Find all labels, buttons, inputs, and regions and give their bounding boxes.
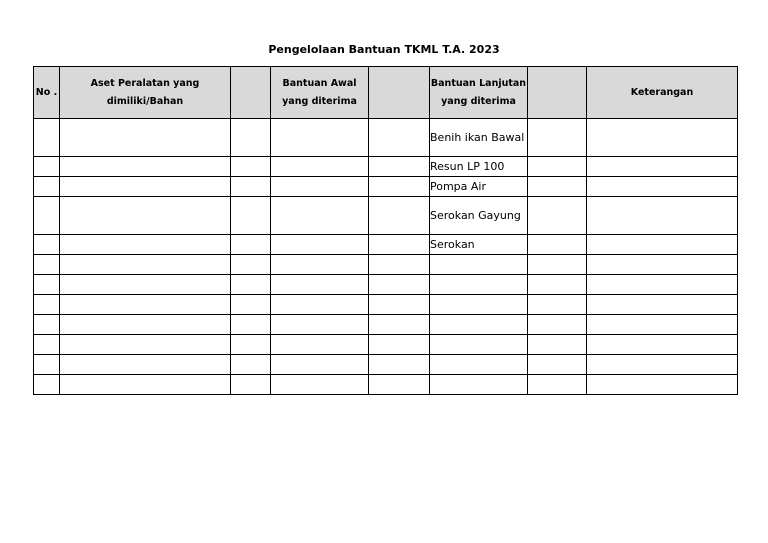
table-cell bbox=[271, 315, 369, 335]
table-cell bbox=[34, 157, 60, 177]
table-row bbox=[34, 157, 738, 177]
bantuan-lanjutan-cell bbox=[430, 315, 528, 335]
table-cell bbox=[271, 177, 369, 197]
table-header-row bbox=[34, 67, 738, 119]
table-cell bbox=[369, 275, 430, 295]
bantuan-lanjutan-cell: Benih ikan Bawal bbox=[430, 119, 528, 157]
table-cell bbox=[231, 177, 271, 197]
table-row bbox=[34, 295, 738, 315]
table-cell bbox=[34, 295, 60, 315]
bantuan-lanjutan-cell: Serokan Gayung bbox=[430, 197, 528, 235]
table-cell bbox=[231, 275, 271, 295]
table-cell bbox=[528, 197, 587, 235]
table-cell bbox=[271, 335, 369, 355]
table-cell bbox=[271, 235, 369, 255]
table-cell bbox=[587, 255, 738, 275]
bantuan-lanjutan-cell: Serokan bbox=[430, 235, 528, 255]
header-keterangan: Keterangan bbox=[587, 67, 738, 119]
table-cell bbox=[528, 355, 587, 375]
table-cell bbox=[587, 295, 738, 315]
table-cell bbox=[231, 355, 271, 375]
table-cell bbox=[528, 157, 587, 177]
table-cell bbox=[587, 275, 738, 295]
table-cell bbox=[528, 235, 587, 255]
table-cell bbox=[231, 295, 271, 315]
table-cell bbox=[369, 295, 430, 315]
table-cell bbox=[528, 177, 587, 197]
table-cell bbox=[528, 295, 587, 315]
document-title: Pengelolaan Bantuan TKML T.A. 2023 bbox=[268, 43, 500, 56]
bantuan-lanjutan-cell bbox=[430, 275, 528, 295]
table-row bbox=[34, 255, 738, 275]
table-cell bbox=[34, 315, 60, 335]
table-cell bbox=[369, 375, 430, 395]
table-cell bbox=[587, 235, 738, 255]
bantuan-lanjutan-cell: Pompa Air bbox=[430, 177, 528, 197]
table-cell bbox=[34, 235, 60, 255]
table-row bbox=[34, 375, 738, 395]
table-cell bbox=[369, 255, 430, 275]
table-cell bbox=[231, 255, 271, 275]
table-row bbox=[34, 275, 738, 295]
table-cell bbox=[271, 119, 369, 157]
table-row bbox=[34, 355, 738, 375]
table-cell bbox=[34, 335, 60, 355]
table-cell bbox=[271, 255, 369, 275]
table-cell bbox=[528, 275, 587, 295]
table-cell bbox=[60, 119, 231, 157]
table-cell bbox=[587, 355, 738, 375]
table-cell bbox=[369, 177, 430, 197]
bantuan-table bbox=[33, 66, 738, 395]
table-row bbox=[34, 197, 738, 235]
table-cell bbox=[231, 197, 271, 235]
table-cell bbox=[271, 275, 369, 295]
table-cell bbox=[231, 335, 271, 355]
table-row bbox=[34, 335, 738, 355]
table-cell bbox=[60, 235, 231, 255]
header-blank-2 bbox=[369, 67, 430, 119]
header-bantuan-lanjutan: Bantuan Lanjutan yang diterima bbox=[430, 67, 528, 119]
table-cell bbox=[587, 375, 738, 395]
bantuan-lanjutan-cell: Resun LP 100 bbox=[430, 157, 528, 177]
bantuan-lanjutan-cell bbox=[430, 375, 528, 395]
table-cell bbox=[231, 119, 271, 157]
table-cell bbox=[271, 355, 369, 375]
table-cell bbox=[369, 355, 430, 375]
table-row bbox=[34, 119, 738, 157]
table-cell bbox=[60, 375, 231, 395]
bantuan-lanjutan-cell bbox=[430, 295, 528, 315]
table-cell bbox=[34, 375, 60, 395]
table-row bbox=[34, 315, 738, 335]
table-cell bbox=[369, 119, 430, 157]
table-cell bbox=[587, 315, 738, 335]
table-body bbox=[34, 119, 738, 395]
table-cell bbox=[34, 119, 60, 157]
table-cell bbox=[528, 255, 587, 275]
table-cell bbox=[587, 119, 738, 157]
table-cell bbox=[60, 295, 231, 315]
table-cell bbox=[60, 197, 231, 235]
table-row bbox=[34, 177, 738, 197]
table-cell bbox=[34, 275, 60, 295]
table-cell bbox=[231, 315, 271, 335]
table-cell bbox=[60, 157, 231, 177]
table-cell bbox=[369, 315, 430, 335]
bantuan-lanjutan-cell bbox=[430, 335, 528, 355]
table-cell bbox=[231, 157, 271, 177]
bantuan-lanjutan-cell bbox=[430, 355, 528, 375]
table-cell bbox=[369, 197, 430, 235]
bantuan-lanjutan-cell bbox=[430, 255, 528, 275]
table-cell bbox=[34, 255, 60, 275]
table-cell bbox=[528, 315, 587, 335]
table-cell bbox=[34, 197, 60, 235]
table-cell bbox=[587, 177, 738, 197]
table-cell bbox=[528, 375, 587, 395]
table-cell bbox=[587, 197, 738, 235]
table-cell bbox=[60, 355, 231, 375]
table-cell bbox=[60, 315, 231, 335]
table-cell bbox=[369, 157, 430, 177]
table-cell bbox=[271, 157, 369, 177]
table-cell bbox=[587, 157, 738, 177]
table-row bbox=[34, 235, 738, 255]
header-bantuan-awal: Bantuan Awal yang diterima bbox=[271, 67, 369, 119]
table-cell bbox=[60, 335, 231, 355]
table-cell bbox=[271, 197, 369, 235]
table-cell bbox=[528, 119, 587, 157]
table-cell bbox=[60, 275, 231, 295]
table-cell bbox=[60, 255, 231, 275]
table-cell bbox=[271, 295, 369, 315]
table-cell bbox=[587, 335, 738, 355]
header-aset: Aset Peralatan yang dimiliki/Bahan bbox=[60, 67, 231, 119]
header-blank-1 bbox=[231, 67, 271, 119]
table-cell bbox=[231, 375, 271, 395]
table-cell bbox=[231, 235, 271, 255]
table-cell bbox=[528, 335, 587, 355]
table-cell bbox=[271, 375, 369, 395]
table-cell bbox=[34, 355, 60, 375]
header-no: No . bbox=[34, 67, 60, 119]
table-cell bbox=[34, 177, 60, 197]
table-cell bbox=[60, 177, 231, 197]
table-cell bbox=[369, 235, 430, 255]
header-blank-3 bbox=[528, 67, 587, 119]
table-cell bbox=[369, 335, 430, 355]
